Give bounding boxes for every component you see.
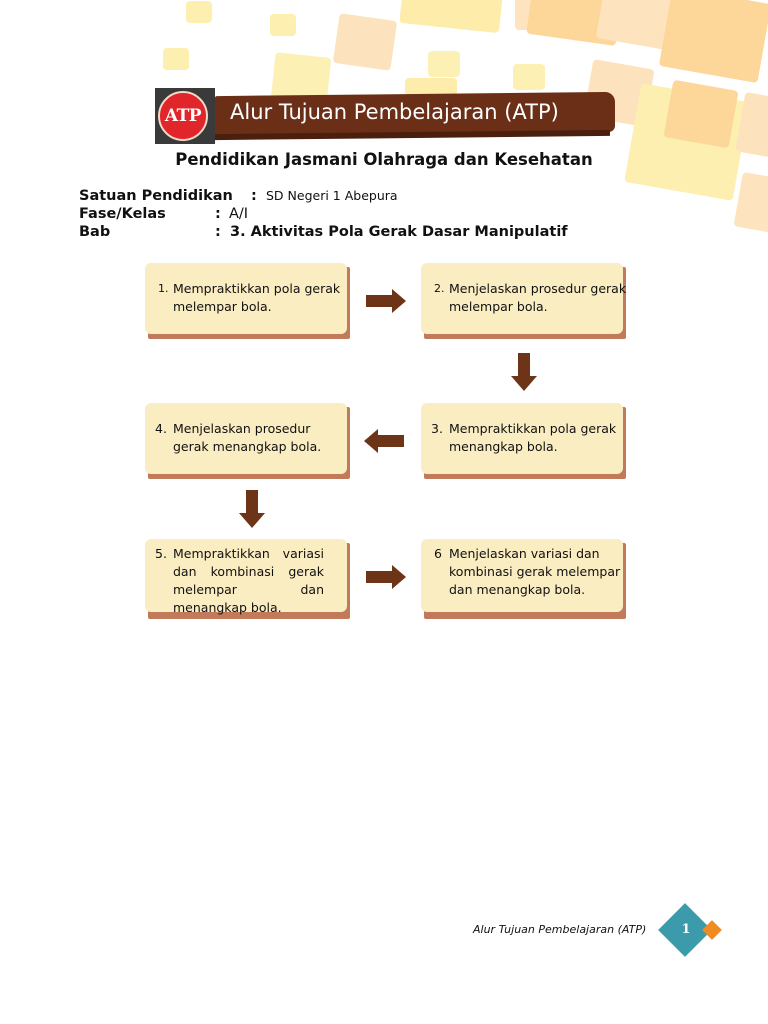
bab-value: 3. Aktivitas Pola Gerak Dasar Manipulatif — [230, 224, 568, 240]
step-text: Mempraktikkan variasi dan kombinasi gerak melempar dan menangkap bola. — [173, 546, 324, 615]
fase-label: Fase/Kelas — [79, 206, 166, 222]
step-number: 3. — [431, 421, 443, 436]
banner-title: Alur Tujuan Pembelajaran (ATP) — [230, 100, 559, 124]
satuan-label: Satuan Pendidikan — [79, 188, 233, 204]
satuan-colon: : — [251, 188, 257, 204]
step-card-5 — [145, 539, 350, 619]
bab-colon: : — [215, 224, 221, 240]
bab-label: Bab — [79, 224, 111, 240]
arrow-right-icon — [365, 288, 407, 314]
step-number: 5. — [155, 546, 167, 561]
step-text: Mempraktikkan pola gerak menangkap bola. — [449, 421, 617, 454]
subject-title: Pendidikan Jasmani Olahraga dan Kesehatan — [175, 150, 593, 169]
arrow-left-icon — [363, 428, 405, 454]
step-text: Mempraktikkan pola gerak melempar bola. — [173, 281, 341, 314]
page-number: 1 — [681, 922, 691, 937]
step-card-4 — [145, 403, 350, 478]
step-text: Menjelaskan prosedur gerak menangkap bola. — [173, 421, 322, 454]
step-number: 4. — [155, 421, 167, 436]
step-card-1 — [145, 263, 350, 338]
arrow-right-icon — [365, 564, 407, 590]
fase-colon: : — [215, 206, 221, 222]
fase-value: A/I — [229, 206, 249, 222]
step-text: Menjelaskan prosedur gerak melempar bola. — [449, 281, 627, 314]
step-text: Menjelaskan variasi dan kombinasi gerak melempar dan menangkap bola. — [449, 546, 621, 597]
step-card-3 — [421, 403, 626, 478]
arrow-down-icon — [510, 352, 538, 392]
step-number: 6 — [434, 546, 442, 561]
arrow-down-icon — [238, 489, 266, 529]
logo-text: ATP — [164, 106, 202, 126]
header-banner — [155, 88, 620, 144]
step-card-6 — [421, 539, 626, 619]
step-number: 1. — [158, 282, 169, 295]
atp-logo — [155, 88, 215, 144]
step-number: 2. — [434, 282, 445, 295]
step-card-2 — [421, 263, 626, 338]
satuan-value: SD Negeri 1 Abepura — [266, 188, 398, 203]
footer-title: Alur Tujuan Pembelajaran (ATP) — [473, 923, 647, 936]
